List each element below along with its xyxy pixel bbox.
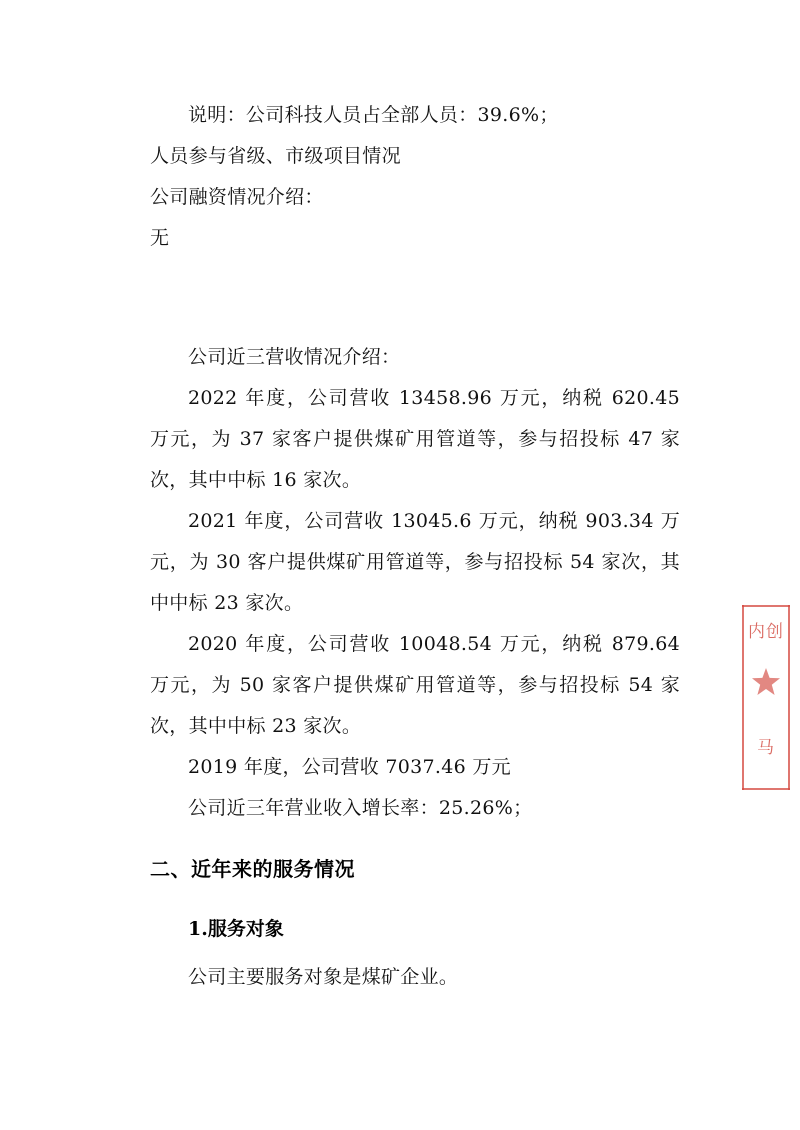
stamp-border-top bbox=[742, 605, 790, 607]
spacer-after-subheading bbox=[150, 949, 680, 957]
red-seal-stamp bbox=[740, 605, 792, 790]
spacer-before-heading bbox=[150, 829, 680, 849]
paragraph-service-target: 公司主要服务对象是煤矿企业。 bbox=[188, 966, 459, 988]
paragraph-revenue-2019: 2019 年度，公司营收 7037.46 万元 bbox=[188, 756, 511, 778]
spacer-after-heading bbox=[150, 889, 680, 909]
sub-heading: 1.服务对象 bbox=[188, 918, 284, 940]
spacer-block bbox=[150, 259, 680, 337]
paragraph-note-projects: 人员参与省级、市级项目情况 bbox=[150, 145, 401, 167]
stamp-text-bottom: 马 bbox=[757, 738, 775, 758]
paragraph-revenue-2020: 2020 年度，公司营收 10048.54 万元，纳税 879.64 万元，为 50 家客户提供煤矿用管道等，参与招投标 54 家次，其中中标 23 家次。 bbox=[150, 633, 680, 737]
paragraph-revenue-intro: 公司近三营收情况介绍： bbox=[188, 346, 401, 368]
paragraph-growth-rate: 公司近三年营业收入增长率：25.26%； bbox=[188, 797, 533, 819]
paragraph-financing-intro: 公司融资情况介绍： bbox=[150, 186, 324, 208]
stamp-text-top: 内创 bbox=[748, 622, 784, 642]
paragraph-financing-value: 无 bbox=[150, 227, 170, 249]
section-heading: 二、近年来的服务情况 bbox=[150, 857, 355, 881]
star-icon bbox=[751, 667, 781, 697]
stamp-border-bottom bbox=[742, 788, 790, 790]
paragraph-revenue-2021: 2021 年度，公司营收 13045.6 万元，纳税 903.34 万元，为 30 客户提供煤矿用管道等，参与招投标 54 家次，其中中标 23 家次。 bbox=[150, 510, 680, 614]
stamp-border-left bbox=[742, 605, 744, 790]
stamp-border-right bbox=[788, 605, 790, 790]
paragraph-revenue-2022: 2022 年度，公司营收 13458.96 万元，纳税 620.45 万元，为 37 家客户提供煤矿用管道等，参与招投标 47 家次，其中中标 16 家次。 bbox=[150, 387, 680, 491]
paragraph-note-tech-staff: 说明：公司科技人员占全部人员：39.6%； bbox=[188, 104, 559, 126]
